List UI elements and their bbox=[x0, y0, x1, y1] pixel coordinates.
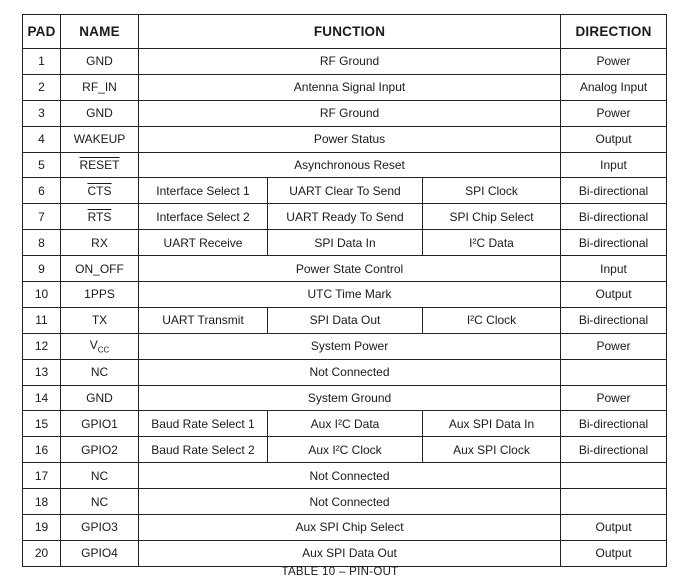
function-cell: I²C Clock bbox=[423, 307, 561, 333]
table-row bbox=[23, 540, 667, 566]
function-cell: Asynchronous Reset bbox=[139, 152, 561, 178]
function-cell: Baud Rate Select 1 bbox=[139, 411, 268, 437]
name-cell bbox=[61, 411, 139, 437]
pad-cell: 10 bbox=[23, 282, 61, 308]
function-cell: Aux SPI Data Out bbox=[139, 540, 561, 566]
direction-cell: Bi-directional bbox=[561, 411, 667, 437]
function-cell: Power Status bbox=[139, 126, 561, 152]
table-row bbox=[23, 256, 667, 282]
name-cell bbox=[61, 230, 139, 256]
direction-cell: Output bbox=[561, 282, 667, 308]
direction-cell: Output bbox=[561, 126, 667, 152]
table-row bbox=[23, 359, 667, 385]
name-cell bbox=[61, 178, 139, 204]
function-cell: Interface Select 1 bbox=[139, 178, 268, 204]
direction-cell: Output bbox=[561, 540, 667, 566]
direction-cell bbox=[561, 359, 667, 385]
function-cell: UART Transmit bbox=[139, 307, 268, 333]
function-cell: I²C Data bbox=[423, 230, 561, 256]
pad-cell: 4 bbox=[23, 126, 61, 152]
pad-cell: 18 bbox=[23, 489, 61, 515]
pad-cell: 19 bbox=[23, 515, 61, 541]
direction-cell bbox=[561, 463, 667, 489]
name-cell bbox=[61, 515, 139, 541]
function-cell: UART Receive bbox=[139, 230, 268, 256]
table-row bbox=[23, 333, 667, 359]
name-cell bbox=[61, 437, 139, 463]
table-caption: TABLE 10 – PIN-OUT bbox=[281, 566, 399, 578]
table-row bbox=[23, 126, 667, 152]
pad-cell: 17 bbox=[23, 463, 61, 489]
function-cell: UART Clear To Send bbox=[268, 178, 423, 204]
direction-cell: Input bbox=[561, 152, 667, 178]
pin-name: GND bbox=[86, 106, 113, 121]
function-cell: SPI Data In bbox=[268, 230, 423, 256]
pin-name: GPIO3 bbox=[81, 520, 118, 535]
name-cell bbox=[61, 385, 139, 411]
function-cell: Not Connected bbox=[139, 463, 561, 489]
header-pad: PAD bbox=[23, 15, 61, 49]
pin-name: 1PPS bbox=[84, 287, 115, 302]
function-cell: Antenna Signal Input bbox=[139, 74, 561, 100]
name-cell bbox=[61, 333, 139, 359]
direction-cell bbox=[561, 489, 667, 515]
pin-name: ON_OFF bbox=[75, 261, 124, 276]
direction-cell: Bi-directional bbox=[561, 437, 667, 463]
pad-cell: 12 bbox=[23, 333, 61, 359]
pad-cell: 8 bbox=[23, 230, 61, 256]
function-cell: System Power bbox=[139, 333, 561, 359]
function-cell: RF Ground bbox=[139, 49, 561, 75]
table-row bbox=[23, 515, 667, 541]
pin-name: $\overline{RTS}$ bbox=[87, 209, 112, 224]
function-cell: System Ground bbox=[139, 385, 561, 411]
function-cell: Aux SPI Data In bbox=[423, 411, 561, 437]
name-cell bbox=[61, 126, 139, 152]
direction-cell: Power bbox=[561, 385, 667, 411]
pad-cell: 9 bbox=[23, 256, 61, 282]
direction-cell: Analog Input bbox=[561, 74, 667, 100]
name-cell bbox=[61, 489, 139, 515]
pin-name: RX bbox=[91, 235, 108, 250]
header-row bbox=[23, 15, 667, 49]
pin-name: $\overline{CTS}$ bbox=[87, 183, 112, 198]
pinout-table bbox=[22, 14, 667, 567]
function-cell: Interface Select 2 bbox=[139, 204, 268, 230]
function-cell: RF Ground bbox=[139, 100, 561, 126]
direction-cell: Output bbox=[561, 515, 667, 541]
function-cell: Power State Control bbox=[139, 256, 561, 282]
name-cell bbox=[61, 307, 139, 333]
header-direction: DIRECTION bbox=[561, 15, 667, 49]
table-row bbox=[23, 152, 667, 178]
pin-name: GND bbox=[86, 54, 113, 69]
pad-cell: 11 bbox=[23, 307, 61, 333]
name-cell bbox=[61, 100, 139, 126]
pad-cell: 6 bbox=[23, 178, 61, 204]
direction-cell: Input bbox=[561, 256, 667, 282]
table-row bbox=[23, 489, 667, 515]
name-cell bbox=[61, 359, 139, 385]
name-cell bbox=[61, 49, 139, 75]
function-cell: SPI Clock bbox=[423, 178, 561, 204]
table-row bbox=[23, 282, 667, 308]
table-row bbox=[23, 463, 667, 489]
name-cell bbox=[61, 152, 139, 178]
pad-cell: 7 bbox=[23, 204, 61, 230]
table-row bbox=[23, 385, 667, 411]
table-row bbox=[23, 307, 667, 333]
pad-cell: 3 bbox=[23, 100, 61, 126]
pin-name: NC bbox=[90, 494, 109, 509]
pad-cell: 16 bbox=[23, 437, 61, 463]
name-cell bbox=[61, 204, 139, 230]
pad-cell: 14 bbox=[23, 385, 61, 411]
table-row bbox=[23, 411, 667, 437]
pin-name: GND bbox=[86, 391, 113, 406]
pad-cell: 15 bbox=[23, 411, 61, 437]
name-cell bbox=[61, 256, 139, 282]
direction-cell: Power bbox=[561, 333, 667, 359]
table-row bbox=[23, 204, 667, 230]
table-row bbox=[23, 100, 667, 126]
function-cell: SPI Data Out bbox=[268, 307, 423, 333]
pin-name-subscript: CC bbox=[97, 345, 110, 355]
pin-name: NC bbox=[90, 365, 109, 380]
function-cell: Not Connected bbox=[139, 359, 561, 385]
table-row bbox=[23, 74, 667, 100]
table-row bbox=[23, 178, 667, 204]
pin-name: NC bbox=[90, 468, 109, 483]
direction-cell: Bi-directional bbox=[561, 230, 667, 256]
pad-cell: 1 bbox=[23, 49, 61, 75]
function-cell: Not Connected bbox=[139, 489, 561, 515]
function-cell: Aux SPI Clock bbox=[423, 437, 561, 463]
pad-cell: 13 bbox=[23, 359, 61, 385]
pin-name: RESET bbox=[79, 158, 120, 172]
pad-cell: 2 bbox=[23, 74, 61, 100]
function-cell: Aux I²C Clock bbox=[268, 437, 423, 463]
name-cell bbox=[61, 74, 139, 100]
direction-cell: Power bbox=[561, 100, 667, 126]
name-cell bbox=[61, 282, 139, 308]
pad-cell: 5 bbox=[23, 152, 61, 178]
pin-name: GPIO2 bbox=[81, 442, 118, 457]
pin-name: TX bbox=[91, 313, 108, 328]
name-cell bbox=[61, 540, 139, 566]
function-cell: Baud Rate Select 2 bbox=[139, 437, 268, 463]
function-cell: Aux I²C Data bbox=[268, 411, 423, 437]
table-row bbox=[23, 230, 667, 256]
pin-name: GPIO1 bbox=[81, 416, 118, 431]
function-cell: SPI Chip Select bbox=[423, 204, 561, 230]
pad-cell: 20 bbox=[23, 540, 61, 566]
pin-name: V bbox=[89, 338, 98, 353]
function-cell: UART Ready To Send bbox=[268, 204, 423, 230]
table-row bbox=[23, 437, 667, 463]
direction-cell: Bi-directional bbox=[561, 307, 667, 333]
direction-cell: Bi-directional bbox=[561, 204, 667, 230]
pin-name: GPIO4 bbox=[81, 546, 118, 561]
header-name: NAME bbox=[61, 15, 139, 49]
direction-cell: Power bbox=[561, 49, 667, 75]
function-cell: UTC Time Mark bbox=[139, 282, 561, 308]
table-row bbox=[23, 49, 667, 75]
pin-name: WAKEUP bbox=[73, 132, 126, 147]
pin-name: RF_IN bbox=[82, 80, 117, 95]
name-cell bbox=[61, 463, 139, 489]
direction-cell: Bi-directional bbox=[561, 178, 667, 204]
header-function: FUNCTION bbox=[139, 15, 561, 49]
function-cell: Aux SPI Chip Select bbox=[139, 515, 561, 541]
